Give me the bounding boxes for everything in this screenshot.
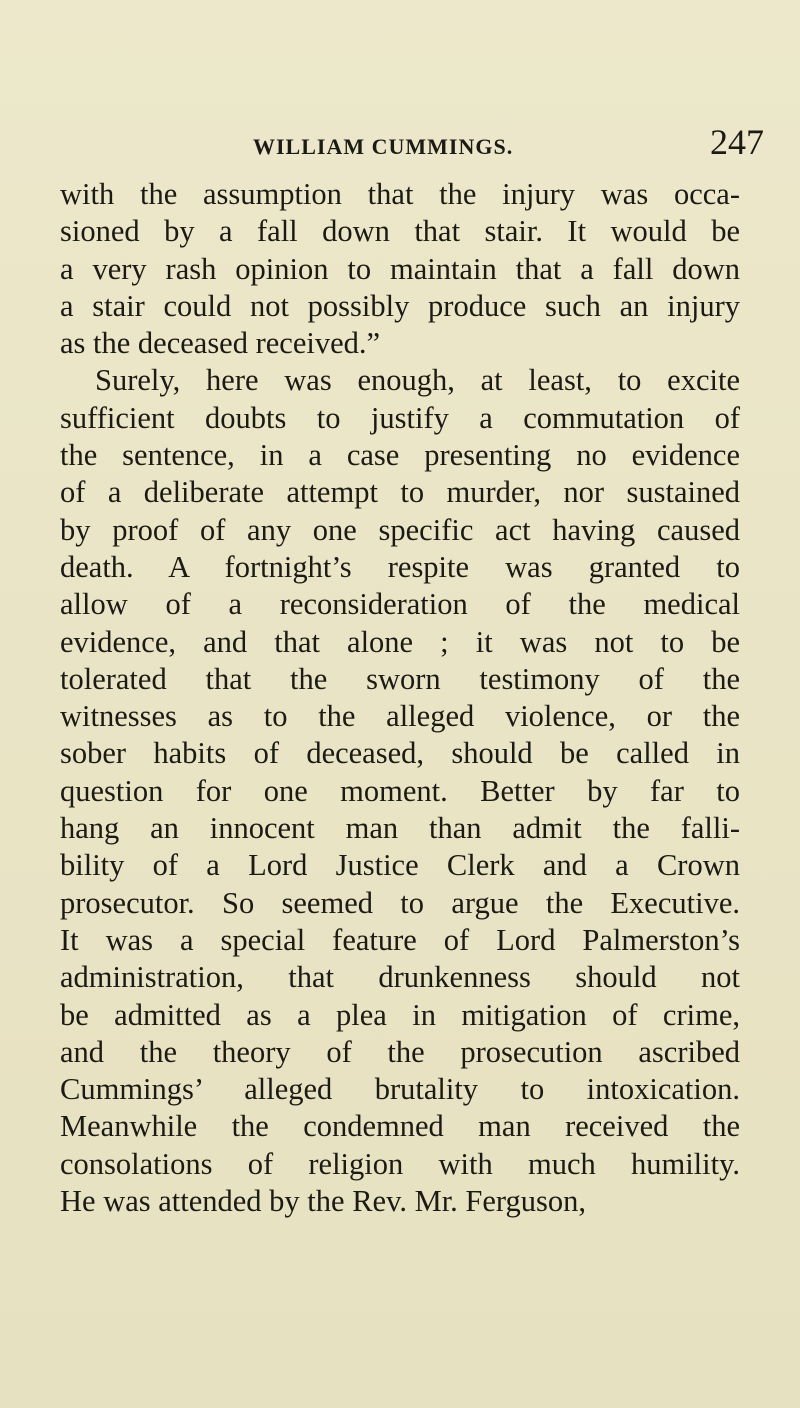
text-line: allow of a reconsideration of the medical (60, 587, 740, 622)
text-line: question for one moment. Better by far to (60, 773, 740, 808)
text-line: consolations of religion with much humility. (60, 1146, 740, 1181)
text-line: with the assumption that the injury was occa- (60, 177, 740, 211)
text-line: of a deliberate attempt to murder, nor sustained (60, 475, 740, 510)
text-line: sioned by a fall down that stair. It would be (60, 214, 740, 249)
text-line: a stair could not possibly produce such an injury (60, 288, 740, 323)
text-line: by proof of any one specific act having caused (60, 512, 740, 547)
text-line: administration, that drunkenness should not (60, 960, 740, 995)
text-line: sufficient doubts to justify a commutation of (60, 400, 740, 435)
text-line: hang an innocent man than admit the falli- (60, 811, 740, 846)
running-head: WILLIAM CUMMINGS. (253, 134, 514, 159)
text-line: witnesses as to the alleged violence, or the (60, 699, 740, 734)
page-header (0, 122, 800, 168)
text-line: and the theory of the prosecution ascribed (60, 1034, 740, 1069)
text-line: Surely, here was enough, at least, to excite (95, 363, 740, 398)
text-line: prosecutor. So seemed to argue the Executive. (60, 885, 740, 920)
text-line: Meanwhile the condemned man received the (60, 1109, 740, 1144)
text-line: evidence, and that alone ; it was not to be (60, 624, 740, 659)
page-number: 247 (710, 122, 764, 162)
text-line: the sentence, in a case presenting no evidence (60, 438, 740, 473)
text-line: tolerated that the sworn testimony of the (60, 661, 740, 696)
text-line: bility of a Lord Justice Clerk and a Crown (60, 848, 740, 883)
text-line: sober habits of deceased, should be called in (60, 736, 740, 771)
body-text (60, 176, 740, 1220)
text-line: death. A fortnight’s respite was granted to (60, 549, 740, 584)
text-line: Cummings’ alleged brutality to intoxication. (60, 1072, 740, 1107)
text-line: a very rash opinion to maintain that a fall down (60, 251, 740, 286)
text-line: as the deceased received.” (60, 326, 381, 361)
text-line: He was attended by the Rev. Mr. Ferguson, (60, 1184, 587, 1219)
text-line: be admitted as a plea in mitigation of crime, (60, 997, 740, 1032)
text-line: It was a special feature of Lord Palmerston’s (60, 922, 740, 957)
